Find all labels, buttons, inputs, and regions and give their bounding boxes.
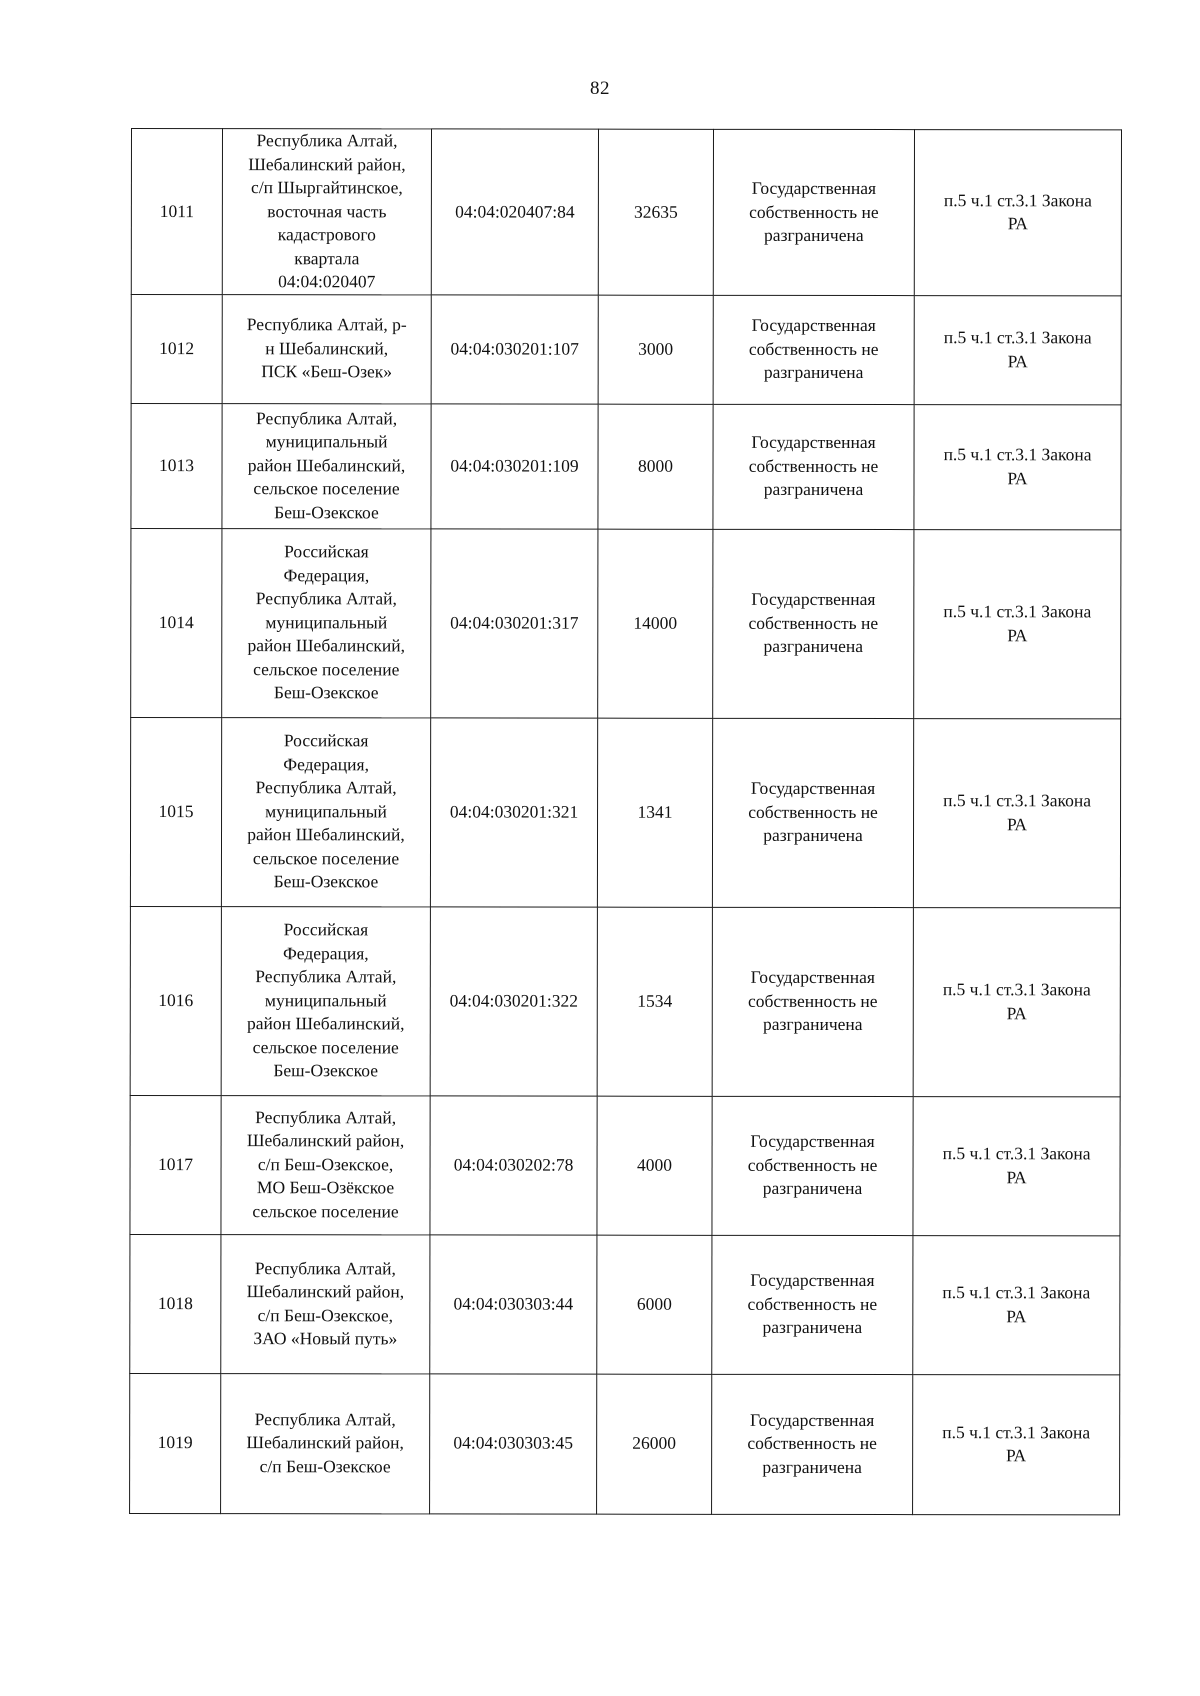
ownership-status: Государственная собственность не разграничена <box>712 1235 913 1374</box>
plot-area: 32635 <box>598 129 713 295</box>
plot-address: Республика Алтай, Шебалинский район, с/п Беш-Озекское, МО Беш-Озёкское сельское поселение <box>221 1095 430 1234</box>
cadastral-number: 04:04:030201:107 <box>431 294 598 403</box>
table-row <box>130 1373 1120 1514</box>
plot-area: 14000 <box>598 529 713 718</box>
ownership-status: Государственная собственность не разграничена <box>713 404 914 529</box>
table-row <box>130 717 1120 907</box>
legal-basis: п.5 ч.1 ст.3.1 Закона РА <box>913 1096 1120 1235</box>
cadastral-number: 04:04:030201:109 <box>431 403 598 528</box>
row-number: 1016 <box>130 906 221 1095</box>
row-number: 1019 <box>130 1373 221 1513</box>
table-row <box>130 1234 1120 1374</box>
plot-area: 6000 <box>597 1235 712 1374</box>
row-number: 1013 <box>131 403 222 528</box>
plot-address: Российская Федерация, Республика Алтай, муниципальный район Шебалинский, сельское поселение Беш-Озекское <box>221 906 430 1095</box>
table-row <box>131 528 1121 718</box>
ownership-status: Государственная собственность не разграничена <box>712 1096 913 1235</box>
plot-address: Республика Алтай, Шебалинский район, с/п Беш-Озекское, ЗАО «Новый путь» <box>221 1234 430 1373</box>
row-number: 1015 <box>130 717 221 906</box>
cadastral-number: 04:04:030303:45 <box>430 1373 597 1513</box>
cadastral-number: 04:04:030201:322 <box>430 906 597 1095</box>
legal-basis: п.5 ч.1 ст.3.1 Закона РА <box>914 295 1121 404</box>
plot-area: 8000 <box>598 404 713 529</box>
plot-area: 26000 <box>597 1374 712 1514</box>
cadastral-number: 04:04:020407:84 <box>431 129 598 295</box>
row-number: 1014 <box>131 528 222 717</box>
legal-basis: п.5 ч.1 ст.3.1 Закона РА <box>913 718 1120 907</box>
plot-area: 1341 <box>597 718 712 907</box>
legal-basis: п.5 ч.1 ст.3.1 Закона РА <box>914 404 1121 529</box>
plot-address: Республика Алтай, Шебалинский район, с/п Беш-Озекское <box>221 1373 430 1513</box>
plot-area: 4000 <box>597 1096 712 1235</box>
plot-address: Республика Алтай, Шебалинский район, с/п Шыргайтинское, восточная часть кадастрового квартала 04:04:020407 <box>222 129 431 295</box>
ownership-status: Государственная собственность не разграничена <box>713 129 914 295</box>
table-row <box>131 294 1121 404</box>
plot-area: 1534 <box>597 907 712 1096</box>
plot-area: 3000 <box>598 295 713 404</box>
row-number: 1018 <box>130 1234 221 1373</box>
table-row <box>131 129 1121 296</box>
plot-address: Республика Алтай, р- н Шебалинский, ПСК «Беш-Озек» <box>222 294 431 403</box>
legal-basis: п.5 ч.1 ст.3.1 Закона РА <box>914 130 1121 296</box>
ownership-status: Государственная собственность не разграничена <box>712 718 913 907</box>
table-row <box>131 403 1121 529</box>
ownership-status: Государственная собственность не разграничена <box>712 1374 913 1514</box>
ownership-status: Государственная собственность не разграничена <box>713 529 914 718</box>
legal-basis: п.5 ч.1 ст.3.1 Закона РА <box>913 1374 1120 1514</box>
land-plot-table <box>129 128 1122 1515</box>
plot-address: Российская Федерация, Республика Алтай, муниципальный район Шебалинский, сельское поселение Беш-Озекское <box>221 717 430 906</box>
ownership-status: Государственная собственность не разграничена <box>713 295 914 404</box>
plot-address: Республика Алтай, муниципальный район Шебалинский, сельское поселение Беш-Озекское <box>222 403 431 528</box>
row-number: 1011 <box>131 129 222 295</box>
cadastral-number: 04:04:030303:44 <box>430 1234 597 1373</box>
cadastral-number: 04:04:030201:317 <box>431 528 598 717</box>
ownership-status: Государственная собственность не разграничена <box>712 907 913 1096</box>
page-number: 82 <box>590 78 610 99</box>
table-row <box>130 1095 1120 1235</box>
legal-basis: п.5 ч.1 ст.3.1 Закона РА <box>913 907 1120 1096</box>
legal-basis: п.5 ч.1 ст.3.1 Закона РА <box>913 1235 1120 1374</box>
row-number: 1017 <box>130 1095 221 1234</box>
legal-basis: п.5 ч.1 ст.3.1 Закона РА <box>914 529 1121 718</box>
table-row <box>130 906 1120 1096</box>
cadastral-number: 04:04:030201:321 <box>430 717 597 906</box>
row-number: 1012 <box>131 294 222 403</box>
plot-address: Российская Федерация, Республика Алтай, муниципальный район Шебалинский, сельское поселение Беш-Озекское <box>222 528 431 717</box>
cadastral-number: 04:04:030202:78 <box>430 1095 597 1234</box>
